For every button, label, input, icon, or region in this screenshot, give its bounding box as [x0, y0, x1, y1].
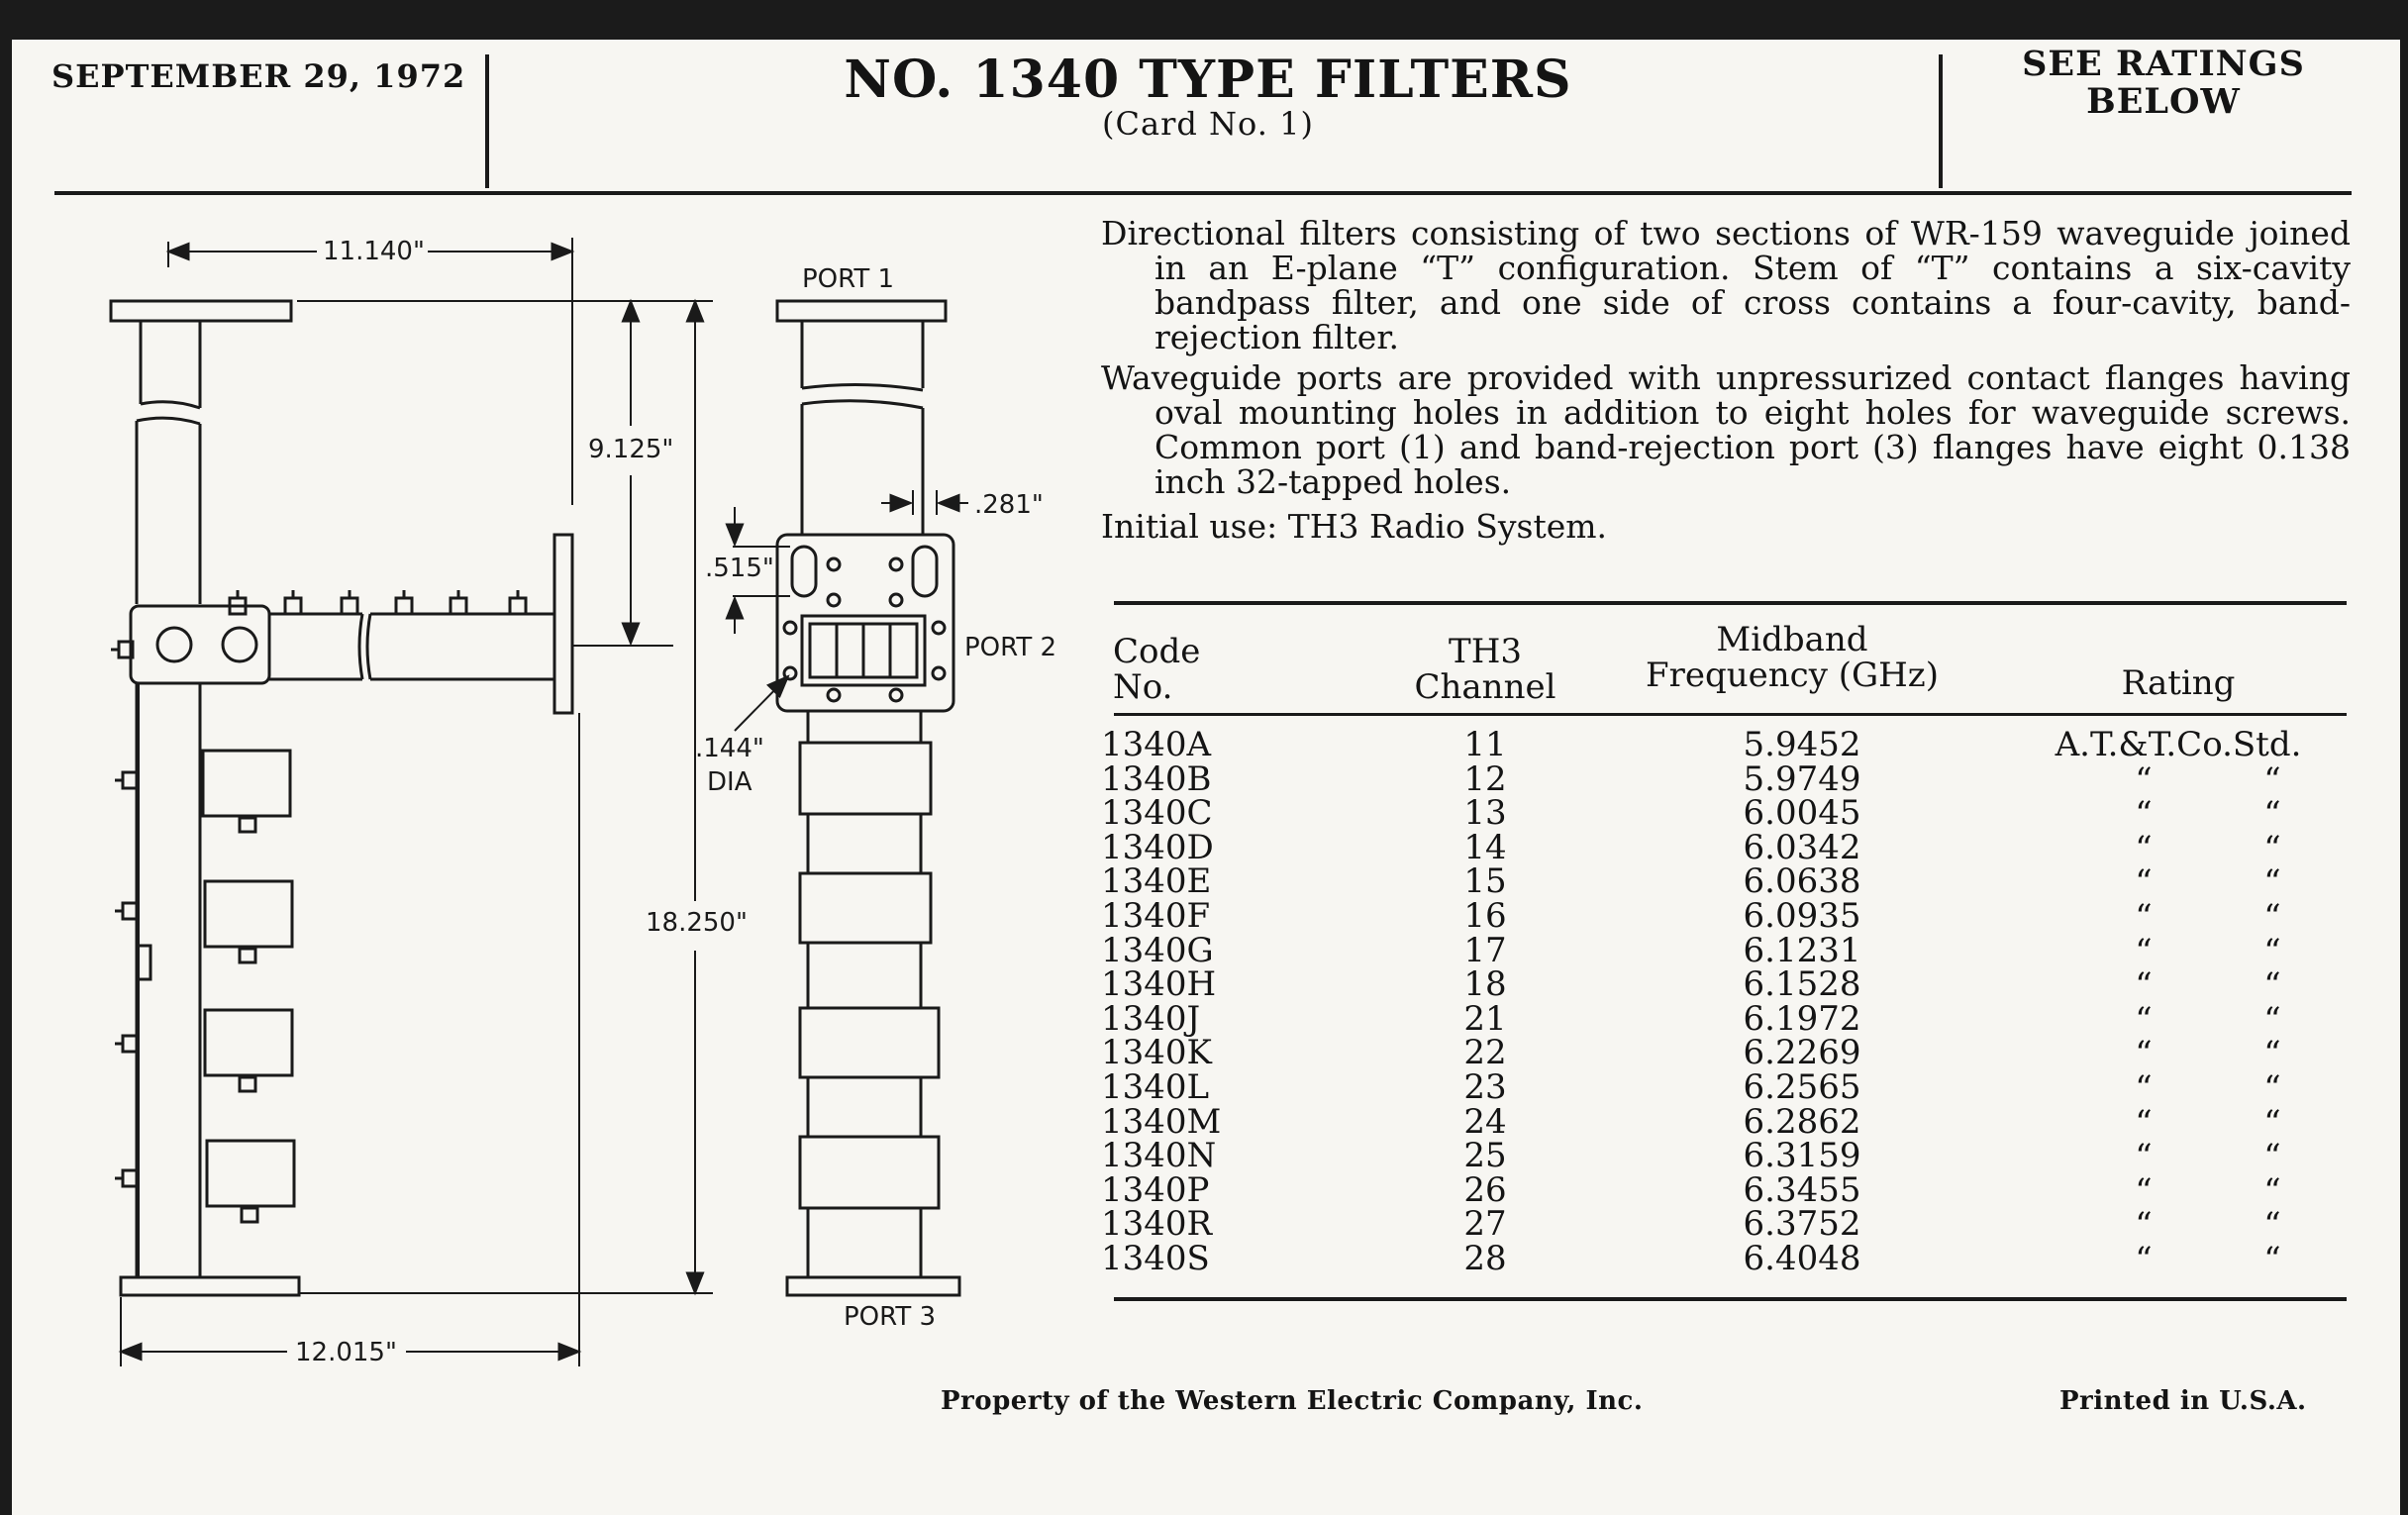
coupling-block: [131, 606, 269, 683]
row-code: 1340A: [1101, 725, 1212, 764]
footer-printed: Printed in U.S.A.: [2059, 1386, 2307, 1416]
ditto-mark: “: [2263, 1137, 2281, 1176]
port1-flange: [777, 301, 946, 321]
row-frequency: 6.3455: [1743, 1170, 1861, 1210]
row-code: 1340G: [1101, 931, 1214, 970]
ditto-mark: “: [2135, 1137, 2153, 1176]
dim-281: .281": [974, 490, 1044, 520]
description-paragraph-1: Directional filters consisting of two sections of WR-159 waveguide joined in an E-plane “T” configuration. Stem of “T” contains a six-cavity bandpass filter, and one side of cross contains a four-cavity, band-rejection filter.: [1101, 214, 2351, 356]
row-code: 1340E: [1101, 861, 1212, 901]
row-channel: 28: [1463, 1239, 1507, 1278]
row-channel: 22: [1463, 1033, 1507, 1072]
row-frequency: 6.0342: [1743, 828, 1861, 867]
ratings-note: [1956, 46, 2371, 121]
bottom-flange-side: [121, 1277, 299, 1295]
row-frequency: 6.0045: [1743, 793, 1861, 833]
row-code: 1340F: [1101, 896, 1211, 936]
dim-9125: 9.125": [588, 435, 674, 464]
ditto-mark: “: [2135, 1103, 2153, 1143]
col-header-channel-line1: TH3: [1449, 632, 1522, 671]
ditto-mark: “: [2263, 760, 2281, 800]
dim-11140: 11.140": [323, 237, 425, 266]
col-header-frequency-line2: Frequency (GHz): [1646, 656, 1939, 695]
description-paragraph-2: Waveguide ports are provided with unpressurized contact flanges having oval mounting holes in addition to eight holes for waveguide screws. Common port (1) and band-rejection port (3) flanges have eight 0.138 inch 32-tapped holes.: [1101, 358, 2351, 501]
ratings-note-line1: SEE RATINGS: [2022, 44, 2305, 84]
ditto-mark: “: [2263, 897, 2281, 937]
row-frequency: 6.0935: [1743, 896, 1861, 936]
stem-cavities: [203, 751, 294, 1222]
ditto-mark: “: [2135, 1171, 2153, 1211]
row-frequency: 6.4048: [1743, 1239, 1861, 1278]
ditto-mark: “: [2135, 1068, 2153, 1108]
arm-studs: [230, 590, 526, 614]
ditto-mark: “: [2263, 1068, 2281, 1108]
ditto-mark: “: [2263, 1171, 2281, 1211]
row-channel: 12: [1463, 759, 1507, 799]
ditto-mark: “: [2135, 1205, 2153, 1245]
port2-flange-side: [554, 535, 572, 713]
row-channel: 27: [1463, 1204, 1507, 1244]
row-frequency: 6.2565: [1743, 1067, 1861, 1107]
row-channel: 18: [1463, 964, 1507, 1004]
dim-18250: 18.250": [646, 908, 748, 938]
row-channel: 13: [1463, 793, 1507, 833]
ditto-mark: “: [2135, 897, 2153, 937]
col-header-rating: Rating: [2121, 663, 2236, 703]
ditto-mark: “: [2263, 932, 2281, 971]
ditto-mark: “: [2263, 965, 2281, 1005]
front-cavities: [800, 743, 939, 1208]
row-channel: 17: [1463, 931, 1507, 970]
ditto-mark: “: [2135, 1034, 2153, 1073]
dim-12015: 12.015": [295, 1338, 397, 1367]
row-channel: 21: [1463, 999, 1507, 1039]
row-code: 1340M: [1101, 1102, 1222, 1142]
row-code: 1340P: [1101, 1170, 1210, 1210]
row-code: 1340B: [1101, 759, 1212, 799]
row-code: 1340L: [1101, 1067, 1210, 1107]
row-code: 1340J: [1101, 999, 1201, 1039]
row-frequency: 6.1972: [1743, 999, 1861, 1039]
port3-flange: [787, 1277, 959, 1295]
row-frequency: 6.1231: [1743, 931, 1861, 970]
row-channel: 14: [1463, 828, 1507, 867]
row-code: 1340R: [1101, 1204, 1213, 1244]
row-frequency: 6.2269: [1743, 1033, 1861, 1072]
table-top-rule: [1114, 601, 2347, 605]
col-header-frequency: [1624, 622, 1960, 693]
ditto-mark: “: [2263, 829, 2281, 868]
left-studs: [111, 642, 150, 1186]
page-title: NO. 1340 TYPE FILTERS: [844, 50, 1572, 110]
dim-144: .144": [695, 734, 764, 763]
row-channel: 24: [1463, 1102, 1507, 1142]
ditto-mark: “: [2135, 794, 2153, 834]
row-frequency: 5.9749: [1743, 759, 1861, 799]
card-number: (Card No. 1): [1102, 105, 1314, 143]
port1-label: PORT 1: [802, 264, 895, 294]
row-channel: 25: [1463, 1136, 1507, 1175]
row-channel: 15: [1463, 861, 1507, 901]
port3-label: PORT 3: [844, 1302, 937, 1332]
header-divider-right: [1939, 54, 1943, 188]
ratings-note-line2: BELOW: [2086, 81, 2241, 122]
row-frequency: 6.1528: [1743, 964, 1861, 1004]
ditto-mark: “: [2263, 1205, 2281, 1245]
ditto-mark: “: [2135, 829, 2153, 868]
row-channel: 26: [1463, 1170, 1507, 1210]
row-channel: 11: [1463, 725, 1507, 764]
row-code: 1340S: [1101, 1239, 1210, 1278]
description-paragraph-3: Initial use: TH3 Radio System.: [1101, 507, 1608, 546]
ditto-mark: “: [2263, 794, 2281, 834]
row-frequency: 6.3752: [1743, 1204, 1861, 1244]
ditto-mark: “: [2135, 760, 2153, 800]
footer-property: Property of the Western Electric Company, Inc.: [941, 1386, 1644, 1416]
col-header-code: [1113, 634, 1200, 705]
top-flange-side: [111, 301, 291, 321]
col-header-code-line1: Code: [1113, 632, 1201, 671]
table-bottom-rule: [1114, 1297, 2347, 1301]
ditto-mark: “: [2263, 862, 2281, 902]
row-frequency: 6.2862: [1743, 1102, 1861, 1142]
row-frequency: 5.9452: [1743, 725, 1861, 764]
ditto-mark: “: [2263, 1034, 2281, 1073]
col-header-channel: [1386, 634, 1584, 705]
row-channel: 23: [1463, 1067, 1507, 1107]
dim-515: .515": [705, 554, 774, 583]
ditto-mark: “: [2263, 1103, 2281, 1143]
row-code: 1340K: [1101, 1033, 1212, 1072]
ditto-mark: “: [2135, 1000, 2153, 1040]
row-frequency: 6.3159: [1743, 1136, 1861, 1175]
ditto-mark: “: [2135, 1240, 2153, 1279]
col-header-code-line2: No.: [1113, 667, 1173, 707]
ditto-mark: “: [2135, 932, 2153, 971]
table-header-rule: [1114, 713, 2347, 716]
col-header-channel-line2: Channel: [1414, 667, 1556, 707]
dim-dia: DIA: [707, 767, 752, 797]
filter-drawing: [0, 0, 1089, 1406]
port2-label: PORT 2: [964, 633, 1057, 662]
header-date: SEPTEMBER 29, 1972: [51, 57, 466, 95]
row-code: 1340C: [1101, 793, 1213, 833]
ditto-mark: “: [2263, 1000, 2281, 1040]
row-rating: A.T.&T.Co.Std.: [2055, 725, 2302, 764]
row-frequency: 6.0638: [1743, 861, 1861, 901]
ditto-mark: “: [2135, 965, 2153, 1005]
row-channel: 16: [1463, 896, 1507, 936]
col-header-frequency-line1: Midband: [1716, 620, 1868, 659]
row-code: 1340H: [1101, 964, 1217, 1004]
row-code: 1340N: [1101, 1136, 1217, 1175]
ditto-mark: “: [2263, 1240, 2281, 1279]
ditto-mark: “: [2135, 862, 2153, 902]
row-code: 1340D: [1101, 828, 1214, 867]
